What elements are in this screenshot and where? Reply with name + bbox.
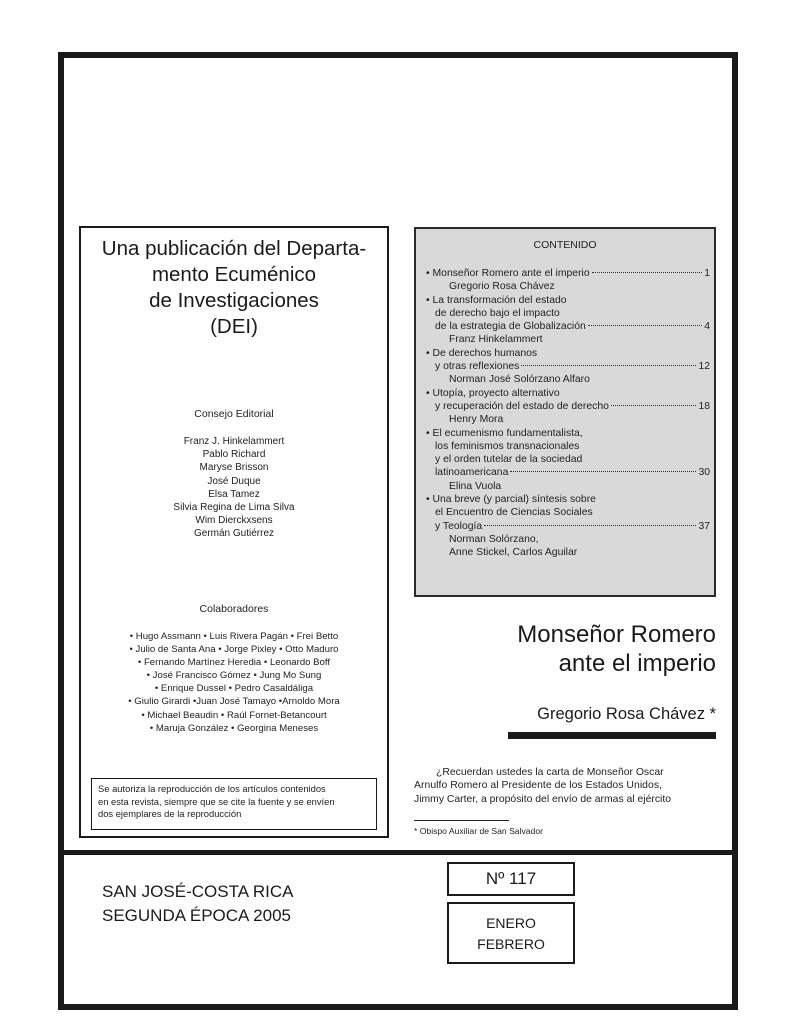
collaborators-line: • Julio de Santa Ana • Jorge Pixley • Otto Maduro (129, 644, 339, 656)
editorial-member: Pablo Richard (202, 449, 266, 461)
toc-page-number: 4 (704, 321, 710, 333)
toc-author: Gregorio Rosa Chávez (449, 281, 555, 293)
toc-page-number: 18 (698, 400, 710, 412)
toc-page-number: 37 (698, 520, 710, 532)
toc-entry-line (426, 267, 710, 280)
toc-leader-dots (611, 405, 697, 406)
toc-title-line: • Monseñor Romero ante el imperio (426, 268, 590, 279)
table-of-contents (414, 227, 716, 597)
article-title-line: ante el imperio (558, 650, 716, 677)
reproduction-notice (91, 778, 377, 830)
month-line: ENERO (486, 915, 536, 931)
article-title-line: Monseñor Romero (517, 621, 716, 648)
article-author: Gregorio Rosa Chávez * (537, 705, 716, 723)
toc-title-line: de derecho bajo el impacto (435, 307, 560, 319)
collaborators-line: • Maruja González • Georgina Meneses (149, 722, 319, 734)
toc-item (426, 493, 710, 559)
toc-author: Elina Vuola (449, 480, 502, 492)
toc-author: Norman José Solórzano Alfaro (449, 374, 590, 386)
author-underline-bar (508, 732, 716, 739)
editorial-member: Wim Dierckxsens (195, 515, 273, 527)
notice-line: en esta revista, siempre que se cite la fuente y se envíen (98, 795, 335, 807)
toc-item (426, 387, 710, 427)
editorial-member: Germán Gutiérrez (193, 528, 275, 540)
editorial-member: Elsa Tamez (208, 488, 260, 500)
editorial-members (81, 435, 387, 541)
toc-entry-line (426, 400, 710, 413)
article-body-line: Jimmy Carter, a propósito del envío de armas al ejército (414, 793, 671, 805)
collaborators-line: • José Francisco Gómez • Jung Mo Sung (146, 670, 322, 682)
article-body-line: ¿Recuerdan ustedes la carta de Monseñor Oscar (436, 767, 664, 778)
toc-title-line: • De derechos humanos (426, 347, 538, 359)
contents-heading: CONTENIDO (533, 239, 597, 251)
toc-entry-line (426, 320, 710, 333)
footer-divider (58, 850, 738, 855)
article-body (414, 766, 717, 806)
issue-number: Nº 117 (447, 862, 575, 896)
toc-title-line: • Una breve (y parcial) síntesis sobre (426, 494, 596, 506)
toc-title-line: el Encuentro de Ciencias Sociales (435, 507, 593, 519)
footnote: * Obispo Auxiliar de San Salvador (414, 826, 543, 836)
toc-author: Henry Mora (449, 414, 504, 426)
collaborators-line: • Giulio Girardi •Juan José Tamayo •Arnoldo Mora (128, 696, 340, 708)
article-body-line: Arnulfo Romero al Presidente de los Estados Unidos, (414, 780, 663, 792)
toc-page-number: 30 (698, 467, 710, 479)
edition-line: SEGUNDA ÉPOCA 2005 (102, 906, 291, 925)
toc-author: Anne Stickel, Carlos Aguilar (449, 547, 578, 559)
city-line: SAN JOSÉ-COSTA RICA (102, 882, 294, 901)
toc-entry-line (426, 520, 710, 533)
publication-title-line: de Investigaciones (149, 289, 319, 312)
toc-title-line: • El ecumenismo fundamentalista, (426, 427, 583, 439)
publication-info-box (79, 226, 389, 838)
collaborators-line: • Enrique Dussel • Pedro Casaldáliga (154, 683, 314, 695)
toc-list (426, 267, 710, 560)
article-title (517, 620, 716, 678)
toc-entry-line (426, 360, 710, 373)
toc-item (426, 427, 710, 493)
editorial-heading: Consejo Editorial (194, 408, 274, 420)
publication-title-line: mento Ecuménico (151, 263, 317, 286)
notice-line: dos ejemplares de la reproducción (98, 808, 242, 820)
toc-title-line: • La transformación del estado (426, 294, 567, 306)
toc-page-number: 1 (704, 268, 710, 279)
toc-item (426, 267, 710, 294)
footnote-rule (414, 820, 509, 821)
toc-leader-dots (592, 272, 703, 273)
toc-entry-line (426, 466, 710, 479)
editorial-member: Silvia Regina de Lima Silva (173, 502, 295, 514)
toc-title-line: y Teología (435, 520, 483, 532)
toc-title-line: latinoamericana (435, 467, 509, 479)
notice-line: Se autoriza la reproducción de los artículos contenidos (98, 783, 326, 794)
toc-author: Franz Hinkelammert (449, 334, 543, 346)
collaborators-line: • Michael Beaudin • Raúl Fornet-Betancourt (141, 709, 327, 721)
collaborators-line: • Hugo Assmann • Luis Rivera Pagán • Frei Betto (129, 631, 339, 642)
issue-months (447, 902, 575, 964)
publication-title-line: (DEI) (210, 315, 258, 338)
publication-title (81, 236, 387, 340)
editorial-member: Maryse Brisson (199, 462, 269, 474)
toc-title-line: • Utopía, proyecto alternativo (426, 387, 560, 399)
toc-leader-dots (484, 525, 696, 526)
toc-title-line: de la estrategia de Globalización (435, 321, 586, 333)
toc-item (426, 347, 710, 387)
toc-title-line: y recuperación del estado de derecho (435, 400, 609, 412)
toc-leader-dots (588, 325, 702, 326)
month-line: FEBRERO (477, 936, 545, 952)
publication-title-line: Una publicación del Departa- (101, 237, 367, 260)
toc-leader-dots (510, 471, 696, 472)
editorial-member: José Duque (207, 475, 261, 487)
toc-title-line: y otras reflexiones (435, 361, 520, 373)
toc-title-line: los feminismos transnacionales (435, 440, 580, 452)
toc-title-line: y el orden tutelar de la sociedad (435, 454, 583, 466)
toc-page-number: 12 (698, 361, 710, 373)
toc-author: Norman Solórzano, (449, 533, 539, 545)
toc-item (426, 294, 710, 347)
city-edition (102, 880, 293, 928)
collaborators-list (81, 630, 387, 735)
editorial-member: Franz J. Hinkelammert (183, 436, 285, 447)
collaborators-heading: Colaboradores (199, 603, 269, 615)
toc-leader-dots (521, 365, 696, 366)
collaborators-line: • Fernando Martínez Heredia • Leonardo Boff (137, 657, 331, 669)
